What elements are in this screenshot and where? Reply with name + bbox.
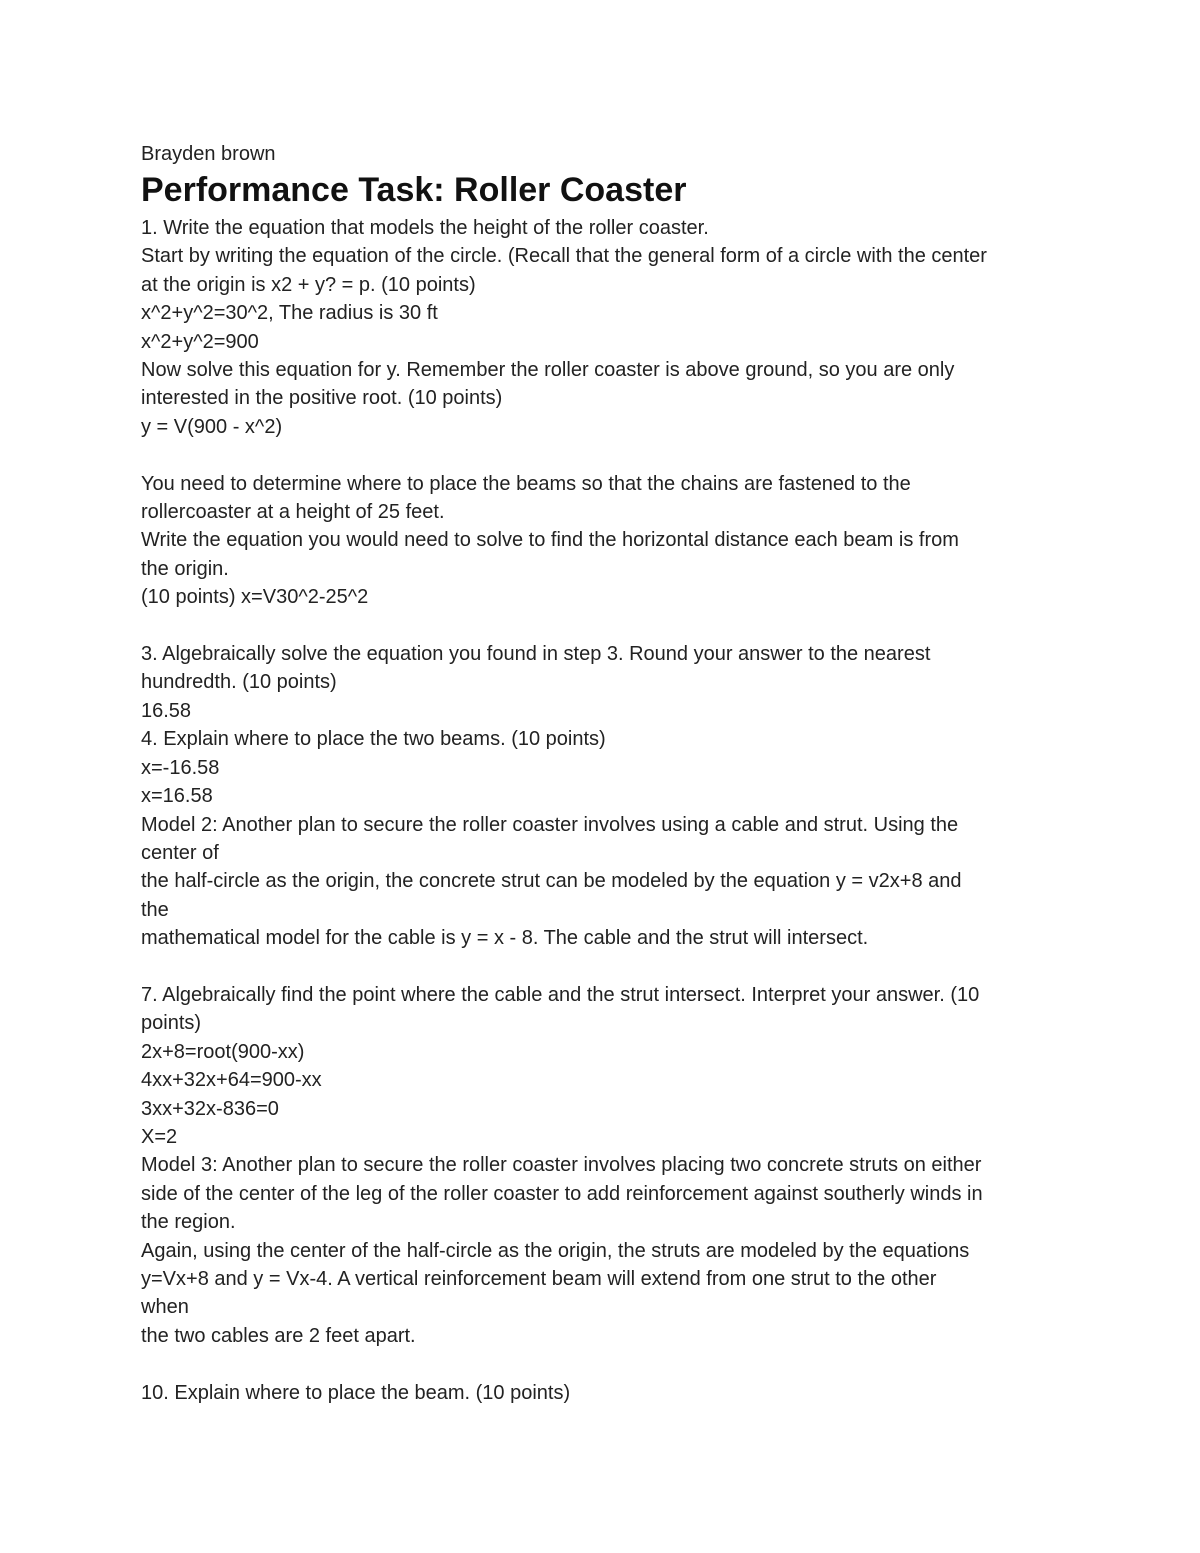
text-line: the region.: [141, 1211, 236, 1234]
text-line: Model 2: Another plan to secure the roller coaster involves using a cable and strut. Using the: [141, 813, 959, 836]
text-line: hundredth. (10 points): [141, 671, 337, 694]
text-line: 2x+8=root(900-xx): [141, 1040, 305, 1063]
blank-line: [141, 953, 1071, 981]
author-name: Brayden brown: [141, 143, 276, 165]
text-line: Write the equation you would need to solve to find the horizontal distance each beam is from: [141, 529, 959, 552]
text-line: side of the center of the leg of the roller coaster to add reinforcement against southerly winds in: [141, 1182, 983, 1205]
text-line: x^2+y^2=30^2, The radius is 30 ft: [141, 302, 438, 325]
document-title: Performance Task: Roller Coaster: [141, 171, 687, 209]
text-line: at the origin is x2 + y? = p. (10 points): [141, 273, 476, 296]
text-line: mathematical model for the cable is y = x - 8. The cable and the strut will intersect.: [141, 927, 869, 950]
text-line: x=16.58: [141, 785, 213, 808]
text-line: x=-16.58: [141, 756, 220, 779]
text-line: points): [141, 1012, 202, 1035]
blank-line: [141, 441, 1071, 469]
text-line: Now solve this equation for y. Remember the roller coaster is above ground, so you are only: [141, 359, 955, 382]
text-line: rollercoaster at a height of 25 feet.: [141, 501, 445, 524]
text-line: 3. Algebraically solve the equation you found in step 3. Round your answer to the nearest: [141, 643, 931, 666]
blank-line: [141, 612, 1071, 640]
text-line: 10. Explain where to place the beam. (10 points): [141, 1381, 571, 1404]
text-line: Model 3: Another plan to secure the roller coaster involves placing two concrete struts on either: [141, 1154, 982, 1177]
text-line: when: [141, 1296, 189, 1319]
text-line: X=2: [141, 1125, 178, 1148]
text-line: 7. Algebraically find the point where the cable and the strut intersect. Interpret your answer. (10: [141, 983, 980, 1006]
document-body: [141, 214, 1071, 1407]
text-line: x^2+y^2=900: [141, 330, 259, 353]
text-line: You need to determine where to place the beams so that the chains are fastened to the: [141, 472, 911, 495]
text-line: Start by writing the equation of the circle. (Recall that the general form of a circle with the center: [141, 245, 987, 268]
text-line: (10 points) x=V30^2-25^2: [141, 586, 369, 609]
blank-line: [141, 1350, 1071, 1378]
text-line: 4xx+32x+64=900-xx: [141, 1069, 322, 1092]
text-line: center of: [141, 841, 219, 864]
text-line: the origin.: [141, 557, 229, 580]
text-line: 1. Write the equation that models the height of the roller coaster.: [141, 217, 709, 239]
text-line: interested in the positive root. (10 points): [141, 387, 503, 410]
text-line: y = V(900 - x^2): [141, 415, 283, 438]
document-page: [141, 140, 1071, 1407]
text-line: 16.58: [141, 699, 192, 722]
text-line: Again, using the center of the half-circle as the origin, the struts are modeled by the equations: [141, 1239, 970, 1262]
text-line: the: [141, 898, 169, 921]
text-line: y=Vx+8 and y = Vx-4. A vertical reinforcement beam will extend from one strut to the other: [141, 1267, 937, 1290]
text-line: the half-circle as the origin, the concrete strut can be modeled by the equation y = v2x+8 and: [141, 870, 962, 893]
text-line: 4. Explain where to place the two beams. (10 points): [141, 728, 606, 751]
text-line: the two cables are 2 feet apart.: [141, 1324, 416, 1347]
text-line: 3xx+32x-836=0: [141, 1097, 279, 1120]
